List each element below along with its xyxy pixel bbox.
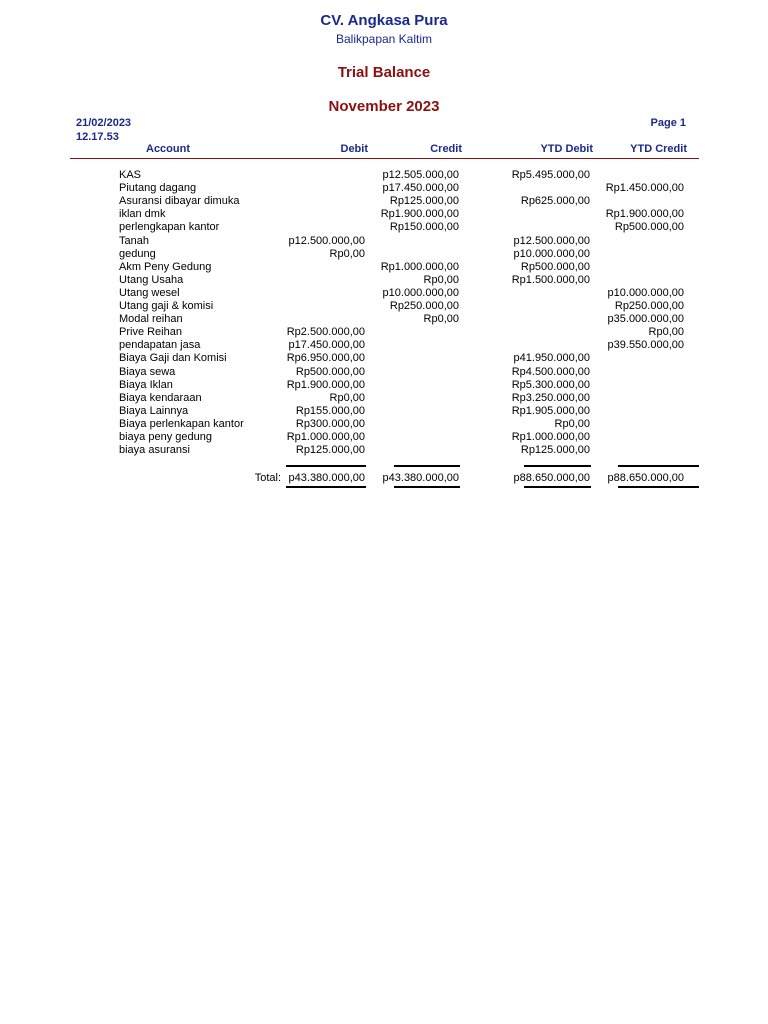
ytd-credit-value: Rp1.900.000,00: [605, 208, 684, 221]
ytd-credit-value: p35.000.000,00: [607, 313, 684, 326]
table-row: [0, 248, 768, 261]
table-row: [0, 418, 768, 431]
total-rule-debit-bottom: [286, 486, 366, 488]
account-name: Biaya kendaraan: [119, 391, 202, 404]
account-name: perlengkapan kantor: [119, 221, 220, 234]
table-row: [0, 313, 768, 326]
debit-value: Rp125.000,00: [295, 444, 365, 457]
ytd-credit-value: Rp1.450.000,00: [605, 182, 684, 195]
account-name: Utang Usaha: [119, 273, 184, 286]
debit-value: p12.500.000,00: [288, 234, 365, 247]
debit-value: Rp6.950.000,00: [286, 352, 365, 365]
account-name: Biaya sewa: [119, 365, 176, 378]
table-row: [0, 208, 768, 221]
print-date: 21/02/2023: [76, 117, 132, 129]
total-rule-debit-top: [286, 465, 366, 467]
table-row: [0, 195, 768, 208]
column-header-credit: Credit: [430, 143, 462, 155]
credit-value: Rp150.000,00: [389, 221, 459, 234]
account-name: Utang wesel: [119, 286, 180, 299]
debit-value: Rp0,00: [329, 391, 365, 404]
account-name: Biaya perlenkapan kantor: [119, 417, 244, 430]
credit-value: p17.450.000,00: [382, 182, 459, 195]
ytd-debit-value: Rp3.250.000,00: [511, 391, 590, 404]
ytd-debit-value: Rp5.495.000,00: [511, 169, 590, 181]
credit-value: p12.505.000,00: [382, 169, 459, 181]
total-rule-ytd-debit-top: [524, 465, 591, 467]
ytd-debit-value: Rp1.500.000,00: [511, 273, 590, 286]
company-name: CV. Angkasa Pura: [320, 12, 448, 29]
column-header-debit: Debit: [340, 143, 368, 155]
account-name: Asuransi dibayar dimuka: [119, 195, 240, 208]
table-row: [0, 326, 768, 339]
ytd-debit-value: Rp4.500.000,00: [511, 365, 590, 378]
account-name: gedung: [119, 247, 156, 260]
column-header-account: Account: [146, 143, 190, 155]
table-row: [0, 352, 768, 365]
credit-value: Rp1.000.000,00: [380, 260, 459, 273]
account-name: Tanah: [119, 234, 149, 247]
total-rule-ytd-credit-top: [618, 465, 699, 467]
ytd-debit-value: Rp500.000,00: [520, 260, 590, 273]
total-credit: p43.380.000,00: [382, 472, 459, 484]
debit-value: Rp155.000,00: [295, 404, 365, 417]
total-rule-ytd-credit-bottom: [618, 486, 699, 488]
table-row: [0, 339, 768, 352]
ytd-credit-value: Rp0,00: [648, 326, 684, 339]
table-row: [0, 169, 768, 182]
table-row: [0, 221, 768, 234]
ytd-credit-value: p10.000.000,00: [607, 286, 684, 299]
table-row: [0, 235, 768, 248]
table-row: [0, 182, 768, 195]
ytd-debit-value: Rp625.000,00: [520, 195, 590, 208]
ytd-debit-value: Rp125.000,00: [520, 444, 590, 457]
page-number: Page 1: [650, 117, 686, 129]
column-header-ytd-debit: YTD Debit: [540, 143, 593, 155]
credit-value: Rp0,00: [423, 313, 459, 326]
account-name: Utang gaji & komisi: [119, 300, 214, 312]
debit-value: Rp500.000,00: [295, 365, 365, 378]
report-title: Trial Balance: [337, 64, 431, 81]
company-address: Balikpapan Kaltim: [335, 32, 433, 46]
total-ytd-credit: p88.650.000,00: [607, 472, 684, 484]
credit-value: Rp250.000,00: [389, 300, 459, 312]
credit-value: Rp125.000,00: [389, 195, 459, 208]
ytd-debit-value: Rp1.905.000,00: [511, 404, 590, 417]
header-divider: [70, 158, 699, 159]
ytd-debit-value: Rp0,00: [554, 417, 590, 430]
table-row: [0, 274, 768, 287]
total-label: Total:: [254, 472, 281, 484]
credit-value: p10.000.000,00: [382, 286, 459, 299]
column-header-ytd-credit: YTD Credit: [630, 143, 687, 155]
debit-value: Rp1.900.000,00: [286, 378, 365, 391]
table-row: [0, 392, 768, 405]
debit-value: Rp0,00: [329, 247, 365, 260]
account-name: Biaya Gaji dan Komisi: [119, 352, 227, 365]
credit-value: Rp0,00: [423, 273, 459, 286]
account-name: Prive Reihan: [119, 326, 182, 339]
ytd-credit-value: Rp500.000,00: [614, 221, 684, 234]
debit-value: Rp2.500.000,00: [286, 326, 365, 339]
table-row: [0, 444, 768, 457]
total-debit: p43.380.000,00: [288, 472, 365, 484]
ytd-debit-value: p41.950.000,00: [513, 352, 590, 365]
account-name: pendapatan jasa: [119, 339, 201, 352]
account-name: biaya peny gedung: [119, 431, 212, 443]
table-row: [0, 379, 768, 392]
ytd-debit-value: p12.500.000,00: [513, 234, 590, 247]
table-row: [0, 431, 768, 444]
account-name: iklan dmk: [119, 208, 166, 221]
total-rule-ytd-debit-bottom: [524, 486, 591, 488]
total-rule-credit-top: [394, 465, 460, 467]
total-rule-credit-bottom: [394, 486, 460, 488]
account-name: KAS: [119, 169, 142, 181]
debit-value: Rp300.000,00: [295, 417, 365, 430]
ytd-credit-value: Rp250.000,00: [614, 300, 684, 312]
account-name: Modal reihan: [119, 313, 183, 326]
table-row: [0, 287, 768, 300]
print-time: 12.17.53: [76, 131, 119, 143]
ytd-debit-value: p10.000.000,00: [513, 247, 590, 260]
report-period: November 2023: [328, 98, 440, 115]
ytd-debit-value: Rp1.000.000,00: [511, 431, 590, 443]
ytd-credit-value: p39.550.000,00: [607, 339, 684, 352]
table-row: [0, 366, 768, 379]
debit-value: p17.450.000,00: [288, 339, 365, 352]
table-row: [0, 261, 768, 274]
account-name: Piutang dagang: [119, 182, 197, 195]
table-row: [0, 405, 768, 418]
account-name: Akm Peny Gedung: [119, 260, 212, 273]
credit-value: Rp1.900.000,00: [380, 208, 459, 221]
debit-value: Rp1.000.000,00: [286, 431, 365, 443]
account-name: biaya asuransi: [119, 444, 190, 457]
account-name: Biaya Lainnya: [119, 404, 189, 417]
account-name: Biaya Iklan: [119, 378, 173, 391]
ytd-debit-value: Rp5.300.000,00: [511, 378, 590, 391]
total-ytd-debit: p88.650.000,00: [513, 472, 590, 484]
table-row: [0, 300, 768, 313]
